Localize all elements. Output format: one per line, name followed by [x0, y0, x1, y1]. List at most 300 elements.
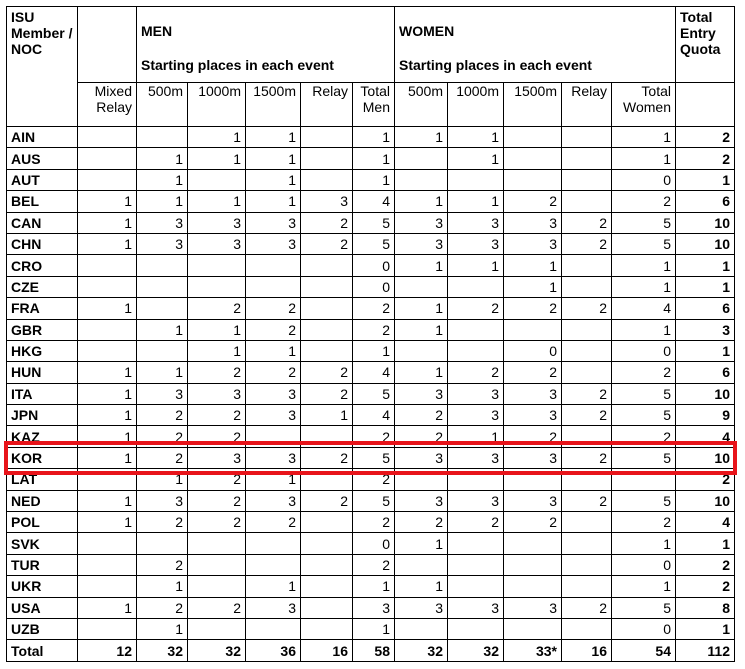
mixed-relay-blank-header: [78, 7, 137, 83]
cell-men-relay: [301, 597, 353, 618]
cell-women-1500m: 0: [504, 340, 562, 361]
cell-women-relay: 2: [562, 447, 612, 468]
noc-code: BEL: [7, 191, 78, 212]
cell-men-1500m: 3: [246, 233, 301, 254]
cell-mixed-relay: [78, 319, 137, 340]
cell-women-1000m: [448, 276, 504, 297]
cell-women-relay: [562, 319, 612, 340]
cell-total-men: 1: [353, 576, 395, 597]
cell-total-women: 1: [612, 319, 676, 340]
cell-men-relay: [301, 319, 353, 340]
cell-women-1500m: 3: [504, 490, 562, 511]
cell-women-500m: [395, 148, 448, 169]
cell-total-men: 1: [353, 148, 395, 169]
cell-men-500m: [137, 298, 188, 319]
cell-women-500m: 1: [395, 127, 448, 148]
cell-total-men: 4: [353, 191, 395, 212]
noc-code: KAZ: [7, 426, 78, 447]
cell-men-500m: 2: [137, 426, 188, 447]
cell-total-men: 3: [353, 597, 395, 618]
subheader-women-500m: 500m: [395, 83, 448, 127]
cell-men-1500m: 2: [246, 512, 301, 533]
cell-mixed-relay: 1: [78, 191, 137, 212]
cell-women-1000m: [448, 169, 504, 190]
cell-men-1000m: 1: [188, 191, 246, 212]
noc-code: UZB: [7, 618, 78, 639]
cell-total-men: 5: [353, 490, 395, 511]
cell-total-men: 5: [353, 447, 395, 468]
subheader-women-1500m: 1500m: [504, 83, 562, 127]
table-row: [7, 447, 735, 468]
total-label: Total: [7, 640, 78, 662]
table-row: [7, 597, 735, 618]
cell-women-1000m: 1: [448, 255, 504, 276]
cell-women-1000m: 2: [448, 512, 504, 533]
cell-total-quota: 2: [676, 469, 735, 490]
cell-men-1500m: 1: [246, 148, 301, 169]
cell-women-500m: 2: [395, 512, 448, 533]
cell-total-quota: 2: [676, 576, 735, 597]
table-row: [7, 426, 735, 447]
table-row: [7, 169, 735, 190]
cell-women-relay: [562, 276, 612, 297]
cell-total-women: 1: [612, 276, 676, 297]
noc-code: KOR: [7, 447, 78, 468]
noc-code: AUT: [7, 169, 78, 190]
cell-men-500m: 1: [137, 618, 188, 639]
table-row: [7, 554, 735, 575]
total-men-500m: 32: [137, 640, 188, 662]
cell-men-1000m: 2: [188, 362, 246, 383]
cell-men-1000m: 2: [188, 405, 246, 426]
table-row: [7, 618, 735, 639]
noc-code: SVK: [7, 533, 78, 554]
cell-women-500m: 3: [395, 447, 448, 468]
noc-code: CHN: [7, 233, 78, 254]
cell-total-women: 5: [612, 447, 676, 468]
table-row: [7, 276, 735, 297]
subheader-men-500m: 500m: [137, 83, 188, 127]
total-total-women: 54: [612, 640, 676, 662]
cell-women-500m: 2: [395, 405, 448, 426]
cell-women-relay: [562, 148, 612, 169]
table-row: [7, 340, 735, 361]
cell-women-500m: 3: [395, 490, 448, 511]
cell-men-1000m: 2: [188, 597, 246, 618]
cell-total-quota: 10: [676, 447, 735, 468]
cell-total-women: 5: [612, 233, 676, 254]
cell-mixed-relay: [78, 169, 137, 190]
cell-women-relay: 2: [562, 298, 612, 319]
noc-code: AIN: [7, 127, 78, 148]
cell-men-1500m: 1: [246, 576, 301, 597]
cell-men-relay: [301, 298, 353, 319]
cell-total-women: 5: [612, 383, 676, 404]
cell-women-relay: [562, 362, 612, 383]
cell-women-500m: 1: [395, 255, 448, 276]
subheader-women-relay: Relay: [562, 83, 612, 127]
cell-men-1000m: [188, 255, 246, 276]
cell-men-1000m: 3: [188, 212, 246, 233]
cell-men-500m: [137, 533, 188, 554]
cell-mixed-relay: 1: [78, 383, 137, 404]
cell-total-men: 0: [353, 276, 395, 297]
cell-men-relay: 2: [301, 362, 353, 383]
cell-total-men: 5: [353, 233, 395, 254]
cell-men-1500m: 3: [246, 490, 301, 511]
cell-women-1500m: [504, 127, 562, 148]
cell-women-1500m: 3: [504, 597, 562, 618]
table-row: [7, 405, 735, 426]
cell-men-500m: 3: [137, 212, 188, 233]
cell-men-1500m: 1: [246, 127, 301, 148]
cell-women-1000m: 3: [448, 383, 504, 404]
cell-total-men: 2: [353, 512, 395, 533]
cell-men-1000m: 2: [188, 469, 246, 490]
cell-men-relay: [301, 276, 353, 297]
cell-men-500m: [137, 127, 188, 148]
total-women-relay: 16: [562, 640, 612, 662]
cell-total-quota: 10: [676, 383, 735, 404]
cell-women-1500m: 3: [504, 212, 562, 233]
cell-mixed-relay: 1: [78, 490, 137, 511]
cell-women-500m: [395, 169, 448, 190]
cell-women-1500m: 3: [504, 233, 562, 254]
cell-mixed-relay: [78, 255, 137, 276]
cell-men-relay: [301, 426, 353, 447]
cell-men-1500m: 3: [246, 597, 301, 618]
cell-total-quota: 9: [676, 405, 735, 426]
cell-total-quota: 6: [676, 298, 735, 319]
cell-women-1500m: 2: [504, 362, 562, 383]
cell-women-1500m: 1: [504, 276, 562, 297]
cell-men-1500m: 1: [246, 340, 301, 361]
cell-men-relay: [301, 255, 353, 276]
cell-men-1000m: [188, 533, 246, 554]
cell-women-relay: [562, 340, 612, 361]
cell-men-500m: 2: [137, 512, 188, 533]
cell-women-1000m: 2: [448, 298, 504, 319]
subheader-quota-blank: [676, 83, 735, 127]
table-row: [7, 383, 735, 404]
cell-mixed-relay: [78, 554, 137, 575]
table-row: [7, 127, 735, 148]
cell-mixed-relay: 1: [78, 233, 137, 254]
cell-mixed-relay: 1: [78, 426, 137, 447]
cell-women-1000m: 3: [448, 233, 504, 254]
header-row: [7, 7, 735, 83]
cell-men-1000m: 3: [188, 233, 246, 254]
noc-code: GBR: [7, 319, 78, 340]
cell-men-1500m: 1: [246, 469, 301, 490]
cell-total-men: 2: [353, 469, 395, 490]
cell-men-relay: [301, 512, 353, 533]
cell-total-women: 0: [612, 340, 676, 361]
cell-men-500m: 3: [137, 383, 188, 404]
cell-men-relay: 3: [301, 191, 353, 212]
cell-total-quota: 6: [676, 191, 735, 212]
cell-women-1500m: 3: [504, 383, 562, 404]
noc-code: ITA: [7, 383, 78, 404]
women-subtitle: Starting places in each event: [399, 57, 592, 73]
cell-women-1000m: [448, 469, 504, 490]
cell-men-1000m: 3: [188, 383, 246, 404]
cell-men-relay: [301, 169, 353, 190]
subheader-mixed-relay: Mixed Relay: [78, 83, 137, 127]
cell-men-relay: 2: [301, 490, 353, 511]
cell-total-men: 5: [353, 212, 395, 233]
cell-women-1500m: [504, 576, 562, 597]
total-men-relay: 16: [301, 640, 353, 662]
cell-women-500m: 3: [395, 233, 448, 254]
cell-women-1000m: [448, 533, 504, 554]
cell-total-men: 2: [353, 426, 395, 447]
cell-women-relay: [562, 512, 612, 533]
cell-women-relay: [562, 469, 612, 490]
noc-code: NED: [7, 490, 78, 511]
cell-mixed-relay: [78, 576, 137, 597]
cell-total-women: 2: [612, 512, 676, 533]
subheader-row: [7, 83, 735, 127]
cell-total-women: 5: [612, 597, 676, 618]
noc-code: AUS: [7, 148, 78, 169]
noc-code: LAT: [7, 469, 78, 490]
cell-women-relay: 2: [562, 490, 612, 511]
table-row: [7, 255, 735, 276]
cell-total-quota: 4: [676, 512, 735, 533]
cell-women-1500m: [504, 319, 562, 340]
total-total-men: 58: [353, 640, 395, 662]
cell-men-500m: 1: [137, 148, 188, 169]
noc-code: JPN: [7, 405, 78, 426]
cell-men-1000m: [188, 576, 246, 597]
cell-total-men: 2: [353, 298, 395, 319]
men-subtitle: Starting places in each event: [141, 57, 334, 73]
cell-women-1500m: 2: [504, 512, 562, 533]
cell-women-1000m: [448, 554, 504, 575]
cell-men-1500m: 2: [246, 298, 301, 319]
cell-mixed-relay: 1: [78, 362, 137, 383]
cell-men-1500m: [246, 255, 301, 276]
table-row: [7, 212, 735, 233]
cell-women-relay: 2: [562, 212, 612, 233]
cell-women-relay: 2: [562, 233, 612, 254]
cell-total-quota: 10: [676, 212, 735, 233]
cell-women-1500m: [504, 469, 562, 490]
cell-women-1500m: 2: [504, 298, 562, 319]
cell-mixed-relay: [78, 148, 137, 169]
cell-total-men: 1: [353, 169, 395, 190]
cell-women-1500m: 2: [504, 426, 562, 447]
cell-men-500m: 1: [137, 169, 188, 190]
cell-total-women: 0: [612, 618, 676, 639]
cell-total-women: 2: [612, 426, 676, 447]
cell-men-relay: 2: [301, 383, 353, 404]
noc-code: CAN: [7, 212, 78, 233]
cell-total-women: 0: [612, 169, 676, 190]
noc-code: HKG: [7, 340, 78, 361]
cell-women-500m: 1: [395, 191, 448, 212]
cell-total-quota: 1: [676, 255, 735, 276]
subheader-men-1000m: 1000m: [188, 83, 246, 127]
cell-total-quota: 10: [676, 233, 735, 254]
cell-women-1000m: 3: [448, 212, 504, 233]
cell-men-1000m: 1: [188, 127, 246, 148]
cell-women-500m: 2: [395, 426, 448, 447]
cell-men-relay: [301, 148, 353, 169]
cell-mixed-relay: [78, 618, 137, 639]
table-row: [7, 233, 735, 254]
cell-men-1500m: 3: [246, 405, 301, 426]
cell-total-women: 1: [612, 255, 676, 276]
cell-women-1000m: 3: [448, 597, 504, 618]
cell-total-women: 1: [612, 127, 676, 148]
cell-total-men: 0: [353, 255, 395, 276]
cell-total-quota: 3: [676, 319, 735, 340]
cell-women-1500m: [504, 169, 562, 190]
cell-men-1500m: [246, 426, 301, 447]
men-title: MEN: [141, 23, 173, 39]
cell-total-quota: 1: [676, 169, 735, 190]
cell-women-500m: [395, 469, 448, 490]
cell-women-relay: [562, 191, 612, 212]
women-title: WOMEN: [399, 23, 455, 39]
table-row: [7, 298, 735, 319]
cell-men-1500m: 3: [246, 447, 301, 468]
cell-women-1000m: [448, 319, 504, 340]
cell-total-women: 4: [612, 298, 676, 319]
cell-women-1500m: 3: [504, 447, 562, 468]
cell-men-500m: 2: [137, 447, 188, 468]
subheader-total-women: Total Women: [612, 83, 676, 127]
total-men-1500m: 36: [246, 640, 301, 662]
cell-total-women: 5: [612, 490, 676, 511]
total-quota-header: Total Entry Quota: [676, 7, 735, 83]
cell-total-men: 5: [353, 383, 395, 404]
cell-men-relay: [301, 554, 353, 575]
cell-women-500m: 3: [395, 597, 448, 618]
cell-men-relay: [301, 576, 353, 597]
cell-total-men: 4: [353, 405, 395, 426]
cell-women-500m: 1: [395, 319, 448, 340]
cell-men-1500m: 2: [246, 319, 301, 340]
table-row: [7, 362, 735, 383]
cell-men-relay: 2: [301, 233, 353, 254]
cell-women-1000m: [448, 576, 504, 597]
cell-men-1000m: 2: [188, 298, 246, 319]
cell-men-1500m: 3: [246, 383, 301, 404]
cell-total-women: 1: [612, 576, 676, 597]
cell-men-1500m: [246, 276, 301, 297]
cell-men-500m: [137, 255, 188, 276]
cell-men-1500m: [246, 554, 301, 575]
table-row: [7, 576, 735, 597]
cell-women-500m: 1: [395, 298, 448, 319]
cell-women-500m: 1: [395, 576, 448, 597]
cell-women-1500m: [504, 533, 562, 554]
cell-men-1000m: [188, 618, 246, 639]
cell-men-1000m: 1: [188, 148, 246, 169]
total-mixed-relay: 12: [78, 640, 137, 662]
table-row: [7, 469, 735, 490]
noc-code: TUR: [7, 554, 78, 575]
cell-women-relay: [562, 576, 612, 597]
total-total-quota: 112: [676, 640, 735, 662]
cell-mixed-relay: 1: [78, 597, 137, 618]
cell-total-women: [612, 469, 676, 490]
cell-total-quota: 10: [676, 490, 735, 511]
cell-women-relay: [562, 255, 612, 276]
cell-women-1500m: 3: [504, 405, 562, 426]
cell-men-1500m: 1: [246, 191, 301, 212]
table-row: [7, 148, 735, 169]
table-row: [7, 533, 735, 554]
cell-mixed-relay: [78, 127, 137, 148]
cell-men-relay: 2: [301, 447, 353, 468]
women-section-header: [395, 7, 676, 83]
cell-men-1000m: [188, 276, 246, 297]
cell-women-relay: [562, 169, 612, 190]
cell-men-1000m: 1: [188, 319, 246, 340]
cell-men-500m: 2: [137, 597, 188, 618]
cell-total-women: 1: [612, 148, 676, 169]
cell-men-1000m: 2: [188, 426, 246, 447]
subheader-men-1500m: 1500m: [246, 83, 301, 127]
cell-women-1000m: 3: [448, 490, 504, 511]
cell-women-1500m: [504, 148, 562, 169]
noc-code: CRO: [7, 255, 78, 276]
cell-women-500m: 1: [395, 533, 448, 554]
cell-men-1000m: 2: [188, 512, 246, 533]
cell-total-women: 1: [612, 533, 676, 554]
cell-total-quota: 1: [676, 276, 735, 297]
cell-men-1500m: 2: [246, 362, 301, 383]
cell-women-500m: 1: [395, 362, 448, 383]
cell-men-500m: 2: [137, 554, 188, 575]
cell-total-quota: 1: [676, 533, 735, 554]
cell-mixed-relay: 1: [78, 298, 137, 319]
cell-women-1500m: 1: [504, 255, 562, 276]
cell-men-relay: [301, 340, 353, 361]
cell-total-quota: 8: [676, 597, 735, 618]
cell-men-1000m: 1: [188, 340, 246, 361]
cell-women-500m: [395, 618, 448, 639]
cell-total-women: 2: [612, 191, 676, 212]
cell-total-women: 2: [612, 362, 676, 383]
cell-men-relay: [301, 469, 353, 490]
table-row: [7, 512, 735, 533]
cell-women-relay: 2: [562, 405, 612, 426]
cell-men-relay: [301, 127, 353, 148]
noc-code: POL: [7, 512, 78, 533]
cell-women-relay: [562, 554, 612, 575]
cell-total-women: 5: [612, 212, 676, 233]
cell-women-500m: [395, 276, 448, 297]
cell-men-500m: 3: [137, 233, 188, 254]
cell-women-1000m: 2: [448, 362, 504, 383]
cell-total-quota: 1: [676, 340, 735, 361]
cell-women-relay: 2: [562, 383, 612, 404]
cell-men-1500m: [246, 618, 301, 639]
entry-quota-table: [6, 6, 735, 662]
cell-total-men: 2: [353, 554, 395, 575]
noc-code: HUN: [7, 362, 78, 383]
cell-women-1500m: [504, 618, 562, 639]
noc-code: CZE: [7, 276, 78, 297]
noc-code: UKR: [7, 576, 78, 597]
noc-code: FRA: [7, 298, 78, 319]
cell-women-500m: 3: [395, 212, 448, 233]
